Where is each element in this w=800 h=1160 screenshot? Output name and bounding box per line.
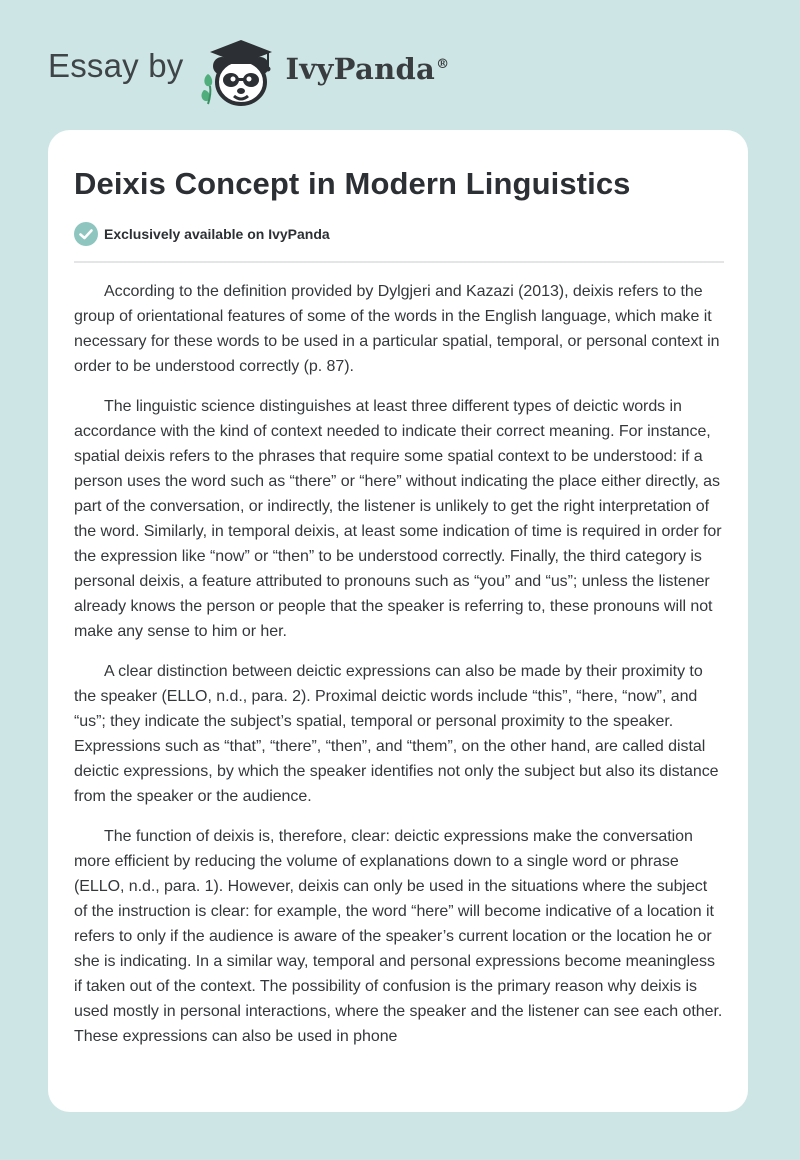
brand-name[interactable] — [286, 52, 450, 86]
availability-badge — [74, 222, 330, 246]
registered-mark: ® — [436, 57, 450, 73]
essay-title: Deixis Concept in Modern Linguistics — [74, 166, 631, 201]
check-circle-icon — [74, 222, 98, 246]
availability-text: Exclusively available on IvyPanda — [104, 226, 330, 242]
brand-prefix: Essay by — [48, 47, 184, 84]
title-divider — [74, 261, 724, 263]
paragraph: The function of deixis is, therefore, clear: deictic expressions make the conversation more efficient by reducing the volume of explanations down to a single word or phrase (ELLO, n.d., para. 1). However, deixis can only be used in the situations where the subject of the instruction is clear: for example, the word “here” will become indicative of a location it refers to only if the audience is aware of the speaker’s current location or the location he or she is indicating. In a similar way, temporal and personal expressions become meaningless if taken out of the context. The possibility of confusion is the primary reason why deixis is used mostly in personal interactions, where the speaker and the listener can see each other. These expressions can also be used in phone — [74, 828, 723, 1045]
essay-card — [48, 130, 748, 1112]
paragraph: According to the definition provided by Dylgjeri and Kazazi (2013), deixis refers to the group of orientational features of some of the words in the English language, which make it necessary for these words to be used in a particular spatial, temporal, or personal context in order to be understood correctly (p. 87). — [74, 283, 720, 375]
brand-name-text: IvyPanda — [285, 52, 436, 86]
paragraph: A clear distinction between deictic expressions can also be made by their proximity to the speaker (ELLO, n.d., para. 2). Proximal deictic words include “this”, “here, “now”, and “us”; they indicate the subject’s spatial, temporal or personal proximity to the speaker. Expressions such as “that”, “there”, “then”, and “them”, on the other hand, are called distal deictic expressions, by which the speaker identifies not only the subject but also its distance from the speaker or the audience. — [74, 663, 719, 805]
brand-header — [48, 32, 449, 112]
paragraph: The linguistic science distinguishes at least three different types of deictic words in accordance with the kind of context needed to indicate their correct meaning. For instance, spatial deixis refers to the phrases that require some spatial context to be understood: if a person uses the word such as “there” or “here” without indicating the place either directly, as part of the conversation, or indirectly, the listener is unlikely to get the right interpretation of the word. Similarly, in temporal deixis, at least some indication of time is required in order for the expression like “now” or “then” to be understood correctly. Finally, the third category is personal deixis, a feature attributed to pronouns such as “you” and “us”; unless the listener already knows the person or people that the speaker is referring to, these pronouns will not make any sense to him or her. — [74, 398, 722, 640]
essay-body — [74, 279, 724, 1064]
panda-logo-icon[interactable] — [198, 34, 278, 110]
